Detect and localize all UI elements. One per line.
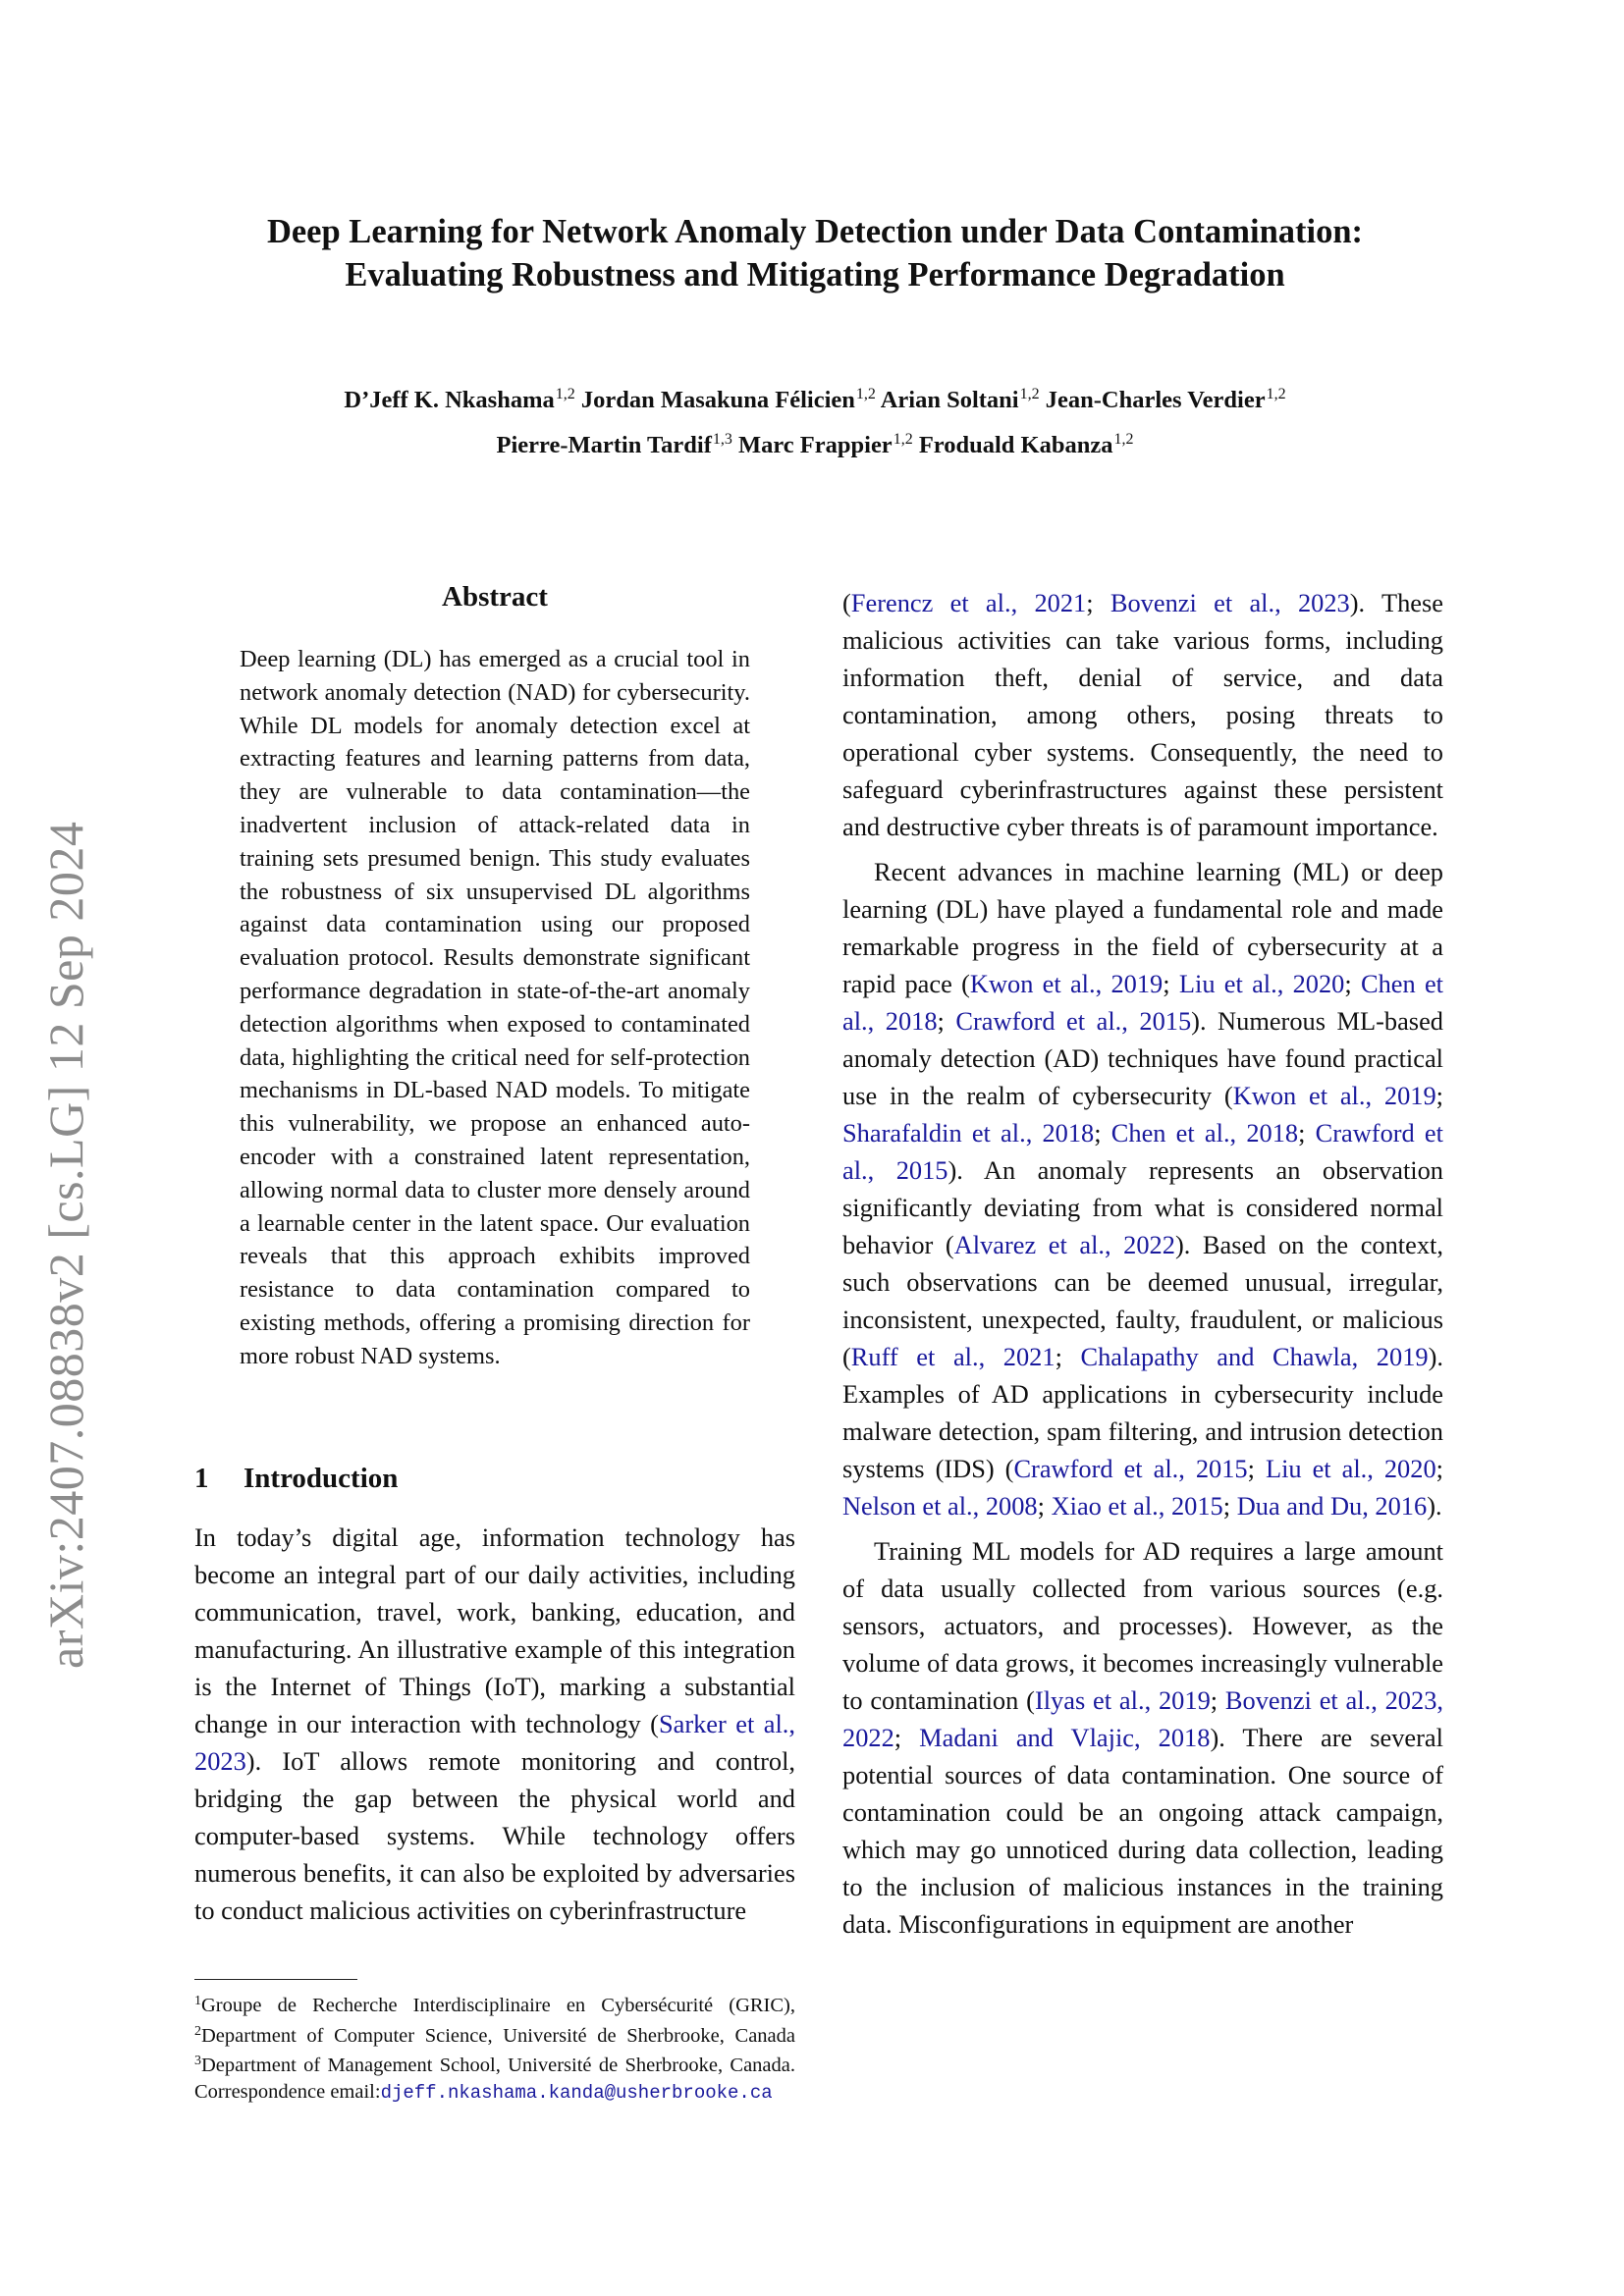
citation-link[interactable]: Crawford et al., 2015	[955, 1006, 1192, 1036]
citation-link[interactable]: Xiao et al., 2015	[1051, 1491, 1223, 1521]
author-affiliation: 1,2	[1266, 386, 1286, 402]
section-title: Introduction	[244, 1463, 399, 1494]
author-name: Pierre-Martin Tardif	[496, 432, 712, 458]
arxiv-identifier: arXiv:2407.08838v2 [cs.LG] 12 Sep 2024	[38, 821, 93, 1669]
body-text: ;	[1086, 588, 1110, 617]
body-text: ). IoT allows remote monitoring and control, bridging the gap between the physical world and computer-based systems. While technology offers numerous benefits, it can also be exploited by adversaries to conduct malicious activities on cyberinfrastructure	[194, 1746, 795, 1925]
body-text: ).	[1427, 1491, 1442, 1521]
body-text: ;	[1055, 1342, 1081, 1371]
author-line-2	[147, 420, 1483, 465]
body-text: (	[842, 588, 851, 617]
author-name: Froduald Kabanza	[918, 432, 1113, 458]
left-column	[194, 1519, 795, 1929]
citation-link[interactable]: Ruff et al., 2021	[850, 1342, 1056, 1371]
title-line-2: Evaluating Robustness and Mitigating Performance Degradation	[345, 256, 1285, 294]
body-text: ). These malicious activities can take various forms, including information theft, denial of service, and data contamination, among others, posing threats to operational cyber systems. Consequently, the need to safeguard cyberinfrastructures against these persistent and destructive cyber threats is of paramount importance.	[842, 588, 1443, 841]
section-heading	[194, 1463, 398, 1495]
body-text: ;	[1210, 1685, 1225, 1715]
author-affiliation: 1,2	[1019, 386, 1040, 402]
citation-link[interactable]: Liu et al., 2020	[1265, 1454, 1436, 1483]
footnote-marker: 3	[194, 2054, 201, 2068]
citation-link[interactable]: Nelson et al., 2008	[842, 1491, 1038, 1521]
citation-link[interactable]: Sharafaldin et al., 2018	[842, 1118, 1095, 1148]
body-text: ;	[1247, 1454, 1266, 1483]
author-affiliation: 1,2	[555, 386, 575, 402]
title-line-1: Deep Learning for Network Anomaly Detection under Data Contamination:	[266, 213, 1364, 250]
citation-link[interactable]: Liu et al., 2020	[1178, 969, 1345, 998]
footnote-text: Groupe de Recherche Interdisciplinaire en Cybersécurité (GRIC),	[201, 1995, 795, 2016]
body-text: ). Examples of AD applications in cybersecurity include malware detection, spam filtering, and intrusion detection systems (IDS) (	[842, 1342, 1443, 1483]
body-text: ;	[1435, 1081, 1443, 1110]
footnote-marker: 1	[194, 1994, 201, 2008]
body-text: ;	[1298, 1118, 1316, 1148]
citation-link[interactable]: Crawford et al., 2015	[842, 1118, 1443, 1185]
paragraph	[842, 584, 1443, 845]
author-line-1	[147, 375, 1483, 420]
citation-link[interactable]: Madani and Vlajic, 2018	[919, 1723, 1211, 1752]
citation-link[interactable]: Chalapathy and Chawla, 2019	[1080, 1342, 1429, 1371]
author-affiliation: 1,2	[855, 386, 876, 402]
author-name: Jordan Masakuna Félicien	[580, 387, 855, 413]
body-text: ;	[1163, 969, 1179, 998]
citation-link[interactable]: Ilyas et al., 2019	[1034, 1685, 1211, 1715]
citation-link[interactable]: Kwon et al., 2019	[969, 969, 1164, 998]
author-affiliation: 1,2	[893, 431, 913, 448]
section-number: 1	[194, 1463, 209, 1494]
body-text: ;	[1037, 1491, 1052, 1521]
body-text: ). Based on the context, such observations can be deemed unusual, irregular, inconsistent, unexpected, faulty, fraudulent, or malicious (	[842, 1230, 1443, 1371]
footnote-text: Department of Management School, Université de Sherbrooke, Canada. Correspondence email:	[194, 2055, 795, 2103]
citation-link[interactable]: Bovenzi et al., 2023	[1110, 588, 1350, 617]
author-list	[147, 375, 1483, 465]
paragraph	[842, 1532, 1443, 1943]
footnote	[194, 1989, 795, 2106]
body-text: ;	[1344, 969, 1361, 998]
author-name: Arian Soltani	[880, 387, 1019, 413]
abstract-text: Deep learning (DL) has emerged as a crucial tool in network anomaly detection (NAD) for cybersecurity. While DL models for anomaly detection excel at extracting features and learning patterns from data, they are vulnerable to data contamination—the inadvertent inclusion of attack-related data in training sets presumed benign. This study evaluates the robustness of six unsupervised DL algorithms against data contamination using our proposed evaluation protocol. Results demonstrate significant performance degradation in state-of-the-art anomaly detection algorithms when exposed to contaminated data, highlighting the critical need for self-protection mechanisms in DL-based NAD models. To mitigate this vulnerability, we propose an enhanced auto-encoder with a constrained latent representation, allowing normal data to cluster more densely around a learnable center in the latent space. Our evaluation reveals that this approach exhibits improved resistance to data contamination compared to existing methods, offering a promising direction for more robust NAD systems.	[240, 646, 750, 1369]
footnote-text: Department of Computer Science, Université de Sherbrooke, Canada	[201, 2024, 795, 2047]
right-column	[842, 584, 1443, 1943]
email-link[interactable]: djeff.nkashama.kanda@usherbrooke.ca	[380, 2081, 773, 2104]
author-name: D’Jeff K. Nkashama	[344, 387, 555, 413]
citation-link[interactable]: Chen et al., 2018	[842, 969, 1444, 1036]
citation-link[interactable]: Crawford et al., 2015	[1013, 1454, 1248, 1483]
author-name: Marc Frappier	[737, 432, 893, 458]
body-text: ;	[937, 1006, 956, 1036]
abstract-heading: Abstract	[442, 581, 548, 613]
body-text: In today’s digital age, information technology has become an integral part of our daily activities, including communication, travel, work, banking, education, and manufacturing. An illustrative example of this integration is the Internet of Things (IoT), marking a substantial change in our interaction with technology (	[194, 1522, 795, 1738]
citation-link[interactable]: Chen et al., 2018	[1110, 1118, 1299, 1148]
paragraph	[194, 1519, 795, 1929]
author-affiliation: 1,2	[1113, 431, 1134, 448]
citation-link[interactable]: Sarker et al., 2023	[194, 1709, 795, 1776]
citation-link[interactable]: Ferencz et al., 2021	[850, 588, 1087, 617]
body-text: ). An anomaly represents an observation significantly deviating from what is considered normal behavior (	[842, 1155, 1444, 1259]
body-text: ;	[1435, 1454, 1443, 1483]
citation-link[interactable]: Dua and Du, 2016	[1236, 1491, 1428, 1521]
citation-link[interactable]: Kwon et al., 2019	[1232, 1081, 1436, 1110]
author-affiliation: 1,3	[712, 431, 732, 448]
body-text: Recent advances in machine learning (ML) or deep learning (DL) have played a fundamental role and made remarkable progress in the field of cybersecurity at a rapid pace (	[842, 857, 1443, 998]
citation-link[interactable]: Alvarez et al., 2022	[953, 1230, 1175, 1259]
author-name: Jean-Charles Verdier	[1045, 387, 1266, 413]
body-text: ). There are several potential sources of data contamination. One source of contamination could be an ongoing attack campaign, which may go unnoticed during data collection, leading to the inclusion of malicious instances in the training data. Misconfigurations in equipment are another	[842, 1723, 1443, 1939]
body-text: ;	[1094, 1118, 1111, 1148]
body-text: ;	[1222, 1491, 1237, 1521]
paragraph	[842, 853, 1443, 1524]
footnote-divider	[194, 1979, 357, 1980]
paper-title	[147, 210, 1483, 296]
body-text: ;	[893, 1723, 920, 1752]
footnote-marker: 2	[194, 2023, 201, 2039]
citation-link[interactable]: Bovenzi et al., 2023, 2022	[842, 1685, 1443, 1752]
body-text: Training ML models for AD requires a large amount of data usually collected from various sources (e.g. sensors, actuators, and processes). However, as the volume of data grows, it becomes increasingly vulnerable to contamination (	[842, 1536, 1443, 1715]
body-text: ). Numerous ML-based anomaly detection (AD) techniques have found practical use in the realm of cybersecurity (	[842, 1006, 1443, 1110]
